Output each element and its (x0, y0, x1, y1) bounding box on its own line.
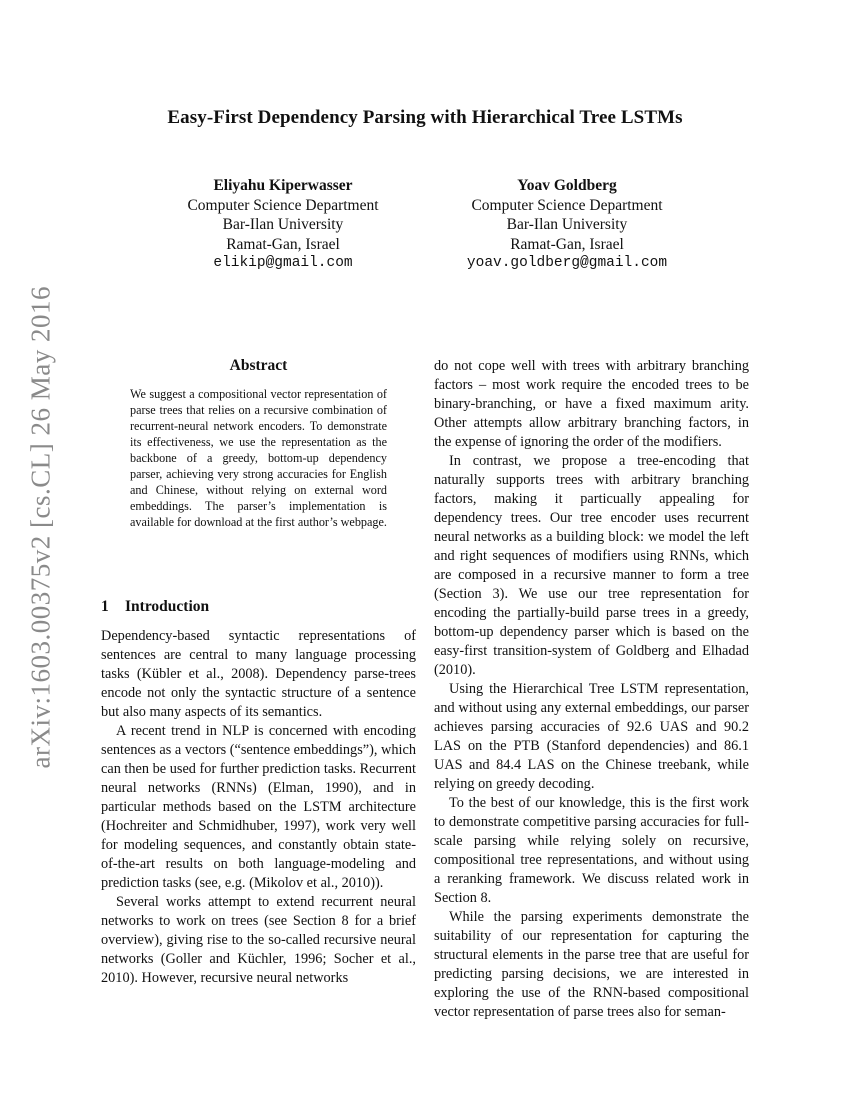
section-title: Introduction (125, 598, 210, 615)
author-email: elikip@gmail.com (213, 255, 353, 271)
author-email: yoav.goldberg@gmail.com (466, 255, 668, 271)
body-paragraph: Dependency-based syntactic representations of sentences are central to many language processing tasks (Kübler et al., 2008). Dependency parse-trees encode not only the syntactic structure of a sentence but also many aspects of its semantics. (101, 628, 416, 720)
author-block-1 (133, 176, 433, 274)
arxiv-stamp (14, 286, 56, 769)
section-number: 1 (101, 598, 109, 615)
arxiv-stamp-text: arXiv:1603.00375v2 [cs.CL] 26 May 2016 (25, 286, 55, 769)
paper-title: Easy-First Dependency Parsing with Hierarchical Tree LSTMs (167, 107, 683, 128)
author-department: Computer Science Department (471, 196, 663, 214)
author-location: Ramat-Gan, Israel (510, 235, 624, 253)
body-paragraph: do not cope well with trees with arbitrary branching factors – most work require the encoded trees to be binary-branching, or have a fixed maximum arity. Other attempts allow arbitrary branching factors, in the expense of ignoring the order of the modifiers. (434, 358, 749, 450)
body-paragraph: In contrast, we propose a tree-encoding that naturally supports trees with arbitrary branching factors, making it particually appealing for dependency trees. Our tree encoder uses recurrent neural networks as a building block: we model the left and right sequences of modifiers using RNNs, which are composed in a recursive manner to form a tree (Section 3). We use our tree representation for encoding the partially-build parse trees in a greedy, bottom-up dependency parser which is based on the easy-first transition-system of Goldberg and Elhadad (2010). (434, 453, 749, 678)
abstract-text: We suggest a compositional vector representation of parse trees that relies on a recursive combination of recurrent-neural network encoders. To demonstrate its effectiveness, we use the representation as the backbone of a greedy, bottom-up dependency parser, achieving very strong accuracies for English and Chinese, without relying on external word embeddings. The parser’s implementation is available for download at the first author’s webpage. (130, 387, 387, 530)
author-name: Yoav Goldberg (517, 177, 617, 194)
author-name: Eliyahu Kiperwasser (213, 177, 353, 194)
left-column-body (101, 627, 416, 988)
author-university: Bar-Ilan University (506, 216, 628, 233)
body-paragraph: Several works attempt to extend recurrent neural networks to work on trees (see Section 8 for a brief overview), giving rise to the so-called recursive neural networks (Goller and Küchler, 1996; Socher et al., 2010). However, recursive neural networks (101, 894, 416, 986)
body-paragraph: While the parsing experiments demonstrate the suitability of our representation for capturing the structural elements in the parse tree that are useful for predicting parsing decisions, we are interested in exploring the use of the RNN-based compositional vector representation of parse trees also for seman- (434, 909, 749, 1020)
body-paragraph: Using the Hierarchical Tree LSTM representation, and without using any external embeddings, our parser achieves parsing accuracies of 92.6 UAS and 90.2 LAS on the PTB (Stanford dependencies) and 86.1 UAS and 84.4 LAS on the Chinese treebank, while relying on greedy decoding. (434, 681, 749, 792)
author-location: Ramat-Gan, Israel (226, 235, 340, 253)
author-department: Computer Science Department (187, 196, 379, 214)
author-university: Bar-Ilan University (222, 216, 344, 233)
abstract-heading: Abstract (229, 357, 288, 374)
author-block-2 (417, 176, 717, 274)
body-paragraph: To the best of our knowledge, this is the first work to demonstrate competitive parsing accuracies for full-scale parsing while relying solely on recursive, compositional tree representations, and without using a reranking framework. We discuss related work in Section 8. (434, 795, 749, 906)
right-column-body (434, 357, 749, 1022)
body-paragraph: A recent trend in NLP is concerned with encoding sentences as a vectors (“sentence embeddings”), which can then be used for further prediction tasks. Recurrent neural networks (RNNs) (Elman, 1990), and in particular methods based on the LSTM architecture (Hochreiter and Schmidhuber, 1997), work very well for modeling sequences, and constantly obtain state-of-the-art results on both language-modeling and prediction tasks (see, e.g. (Mikolov et al., 2010)). (101, 723, 416, 891)
section-heading (101, 598, 209, 616)
